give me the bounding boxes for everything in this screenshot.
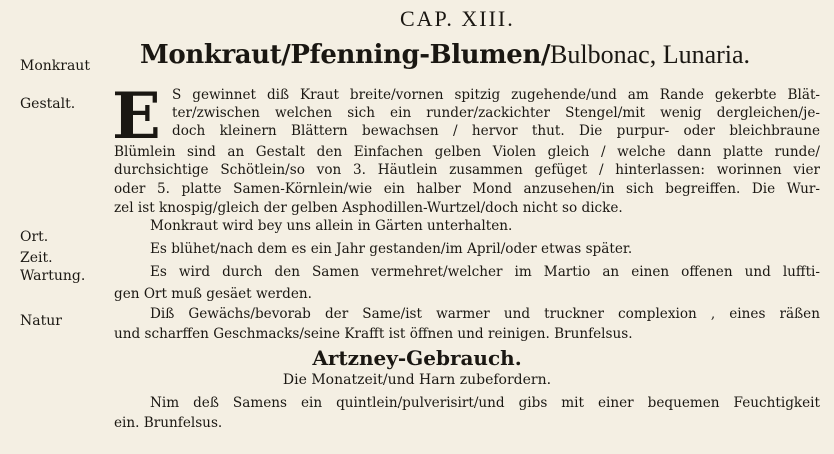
gestalt-line: ter/zwischen welchen sich ein runder/zackichter Stengel/mit wenig dergleichen/je-	[172, 105, 820, 121]
drop-cap: E	[112, 79, 161, 154]
wartung-line: Es wird durch den Samen vermehret/welcher im Martio an einen offenen und luffti-	[150, 264, 820, 280]
margin-label-zeit: Zeit.	[20, 250, 53, 266]
zeit-line: Es blühet/nach dem es ein Jahr gestanden/im April/oder etwas später.	[150, 241, 633, 257]
arzney-line: ein. Brunfelsus.	[114, 415, 223, 431]
wartung-line: gen Ort muß gesäet werden.	[114, 286, 312, 302]
gestalt-line: Blümlein sind an Gestalt den Einfachen gelben Violen gleich / welche dann platte runde/	[114, 144, 820, 160]
natur-line: und scharffen Geschmacks/seine Krafft ist öffnen und reinigen. Brunfelsus.	[114, 326, 633, 342]
section-heading-arzney: Artzney-Gebrauch.	[312, 346, 522, 370]
gestalt-line: durchsichtige Schötlein/so von 3. Häutlein zusammen gefüget / hinterlassen: worinnen vier	[114, 162, 820, 178]
margin-label-ort: Ort.	[20, 229, 49, 245]
gestalt-line: oder 5. platte Samen-Körnlein/wie ein halber Mond anzusehen/in sich begreiffen. Die Wur-	[114, 181, 820, 197]
gestalt-line: doch kleinern Blättern bewachsen / hervor thut. Die purpur- oder bleichbraune	[172, 123, 820, 139]
title-german: Monkraut/Pfenning-Blumen/	[140, 40, 551, 70]
gestalt-line: S gewinnet diß Kraut breite/vornen spitzig zugehende/und am Rande gekerbte Blät-	[172, 87, 820, 103]
section-subheading: Die Monatzeit/und Harn zubefordern.	[282, 372, 552, 388]
gestalt-line: zel ist knospig/gleich der gelben Asphodillen-Wurtzel/doch nicht so dicke.	[114, 200, 623, 216]
ort-line: Monkraut wird bey uns allein in Gärten unterhalten.	[150, 218, 513, 234]
margin-label-gestalt: Gestalt.	[20, 96, 76, 112]
margin-label-natur: Natur	[20, 313, 62, 329]
margin-label-monkraut: Monkraut	[20, 58, 90, 74]
natur-line: Diß Gewächs/bevorab der Same/ist warmer und truckner complexion , eines räßen	[150, 306, 820, 322]
chapter-number: CAP. XIII.	[400, 6, 515, 31]
title-latin: Bulbonac, Lunaria.	[550, 40, 751, 69]
chapter-title	[140, 40, 830, 70]
arzney-line: Nim deß Samens ein quintlein/pulverisirt/und gibs mit einer bequemen Feuchtigkeit	[150, 395, 820, 411]
margin-label-wartung: Wartung.	[20, 268, 86, 284]
